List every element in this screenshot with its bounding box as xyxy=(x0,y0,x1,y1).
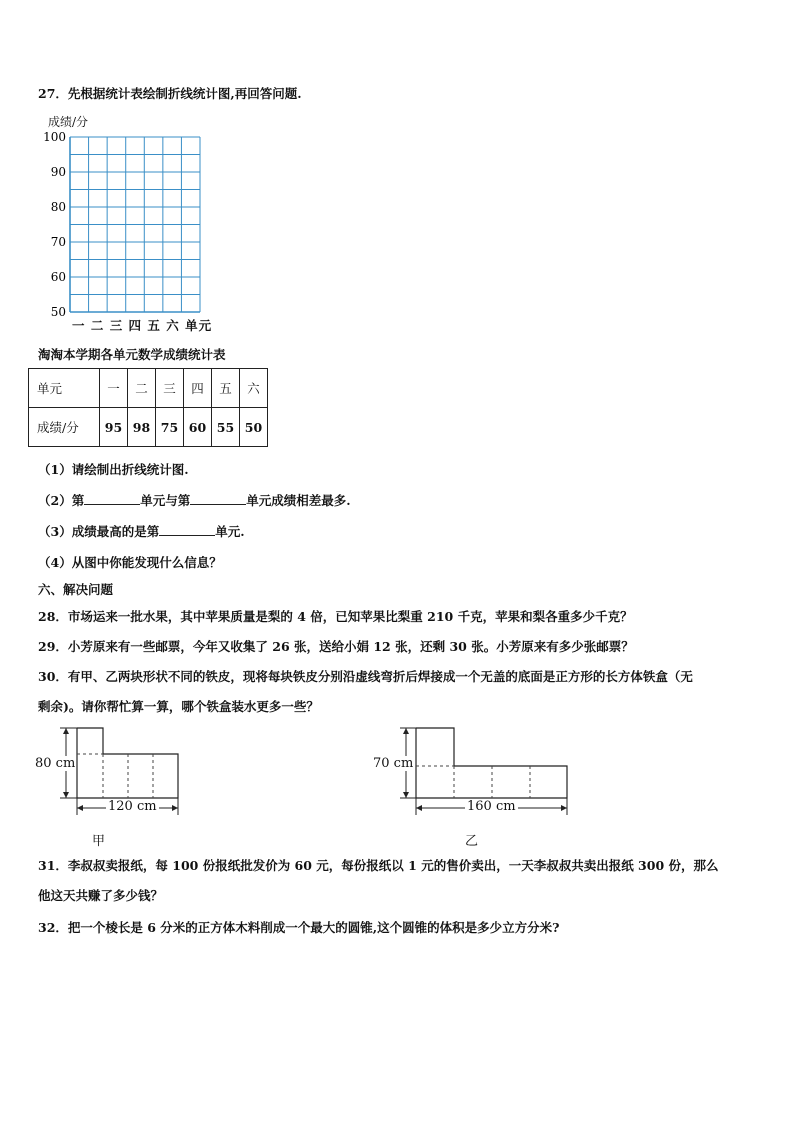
table-cell-unit: 四 xyxy=(184,369,212,408)
table-cell-score: 98 xyxy=(128,408,156,447)
question-30-line-1: 30．有甲、乙两块形状不同的铁皮，现将每块铁皮分别沿虚线弯折后焊接成一个无盖的底面是正方形的长方体铁盒（无 xyxy=(38,669,693,684)
table-row xyxy=(29,408,268,447)
y-tick-label: 100 xyxy=(43,130,66,144)
y-tick-label: 50 xyxy=(50,305,66,319)
sub-question-3 xyxy=(38,522,245,540)
question-31-line-1: 31．李叔叔卖报纸，每 100 份报纸批发价为 60 元，每份报纸以 1 元的售价卖出，一天李叔叔共卖出报纸 300 份，那么 xyxy=(38,858,719,873)
figure-yi xyxy=(370,720,580,850)
table-cell-unit: 五 xyxy=(212,369,240,408)
question-27-title: 27．先根据统计表绘制折线统计图,再回答问题. xyxy=(38,86,302,101)
figure-jia xyxy=(30,720,200,850)
sub-question-3-part-b: 单元. xyxy=(215,524,245,539)
figure-jia-width-label: 120 cm xyxy=(108,799,157,814)
table-cell-score: 60 xyxy=(184,408,212,447)
question-28: 28．市场运来一批水果，其中苹果质量是梨的 4 倍，已知苹果比梨重 210 千克，苹果和梨各重多少千克？ xyxy=(38,609,633,624)
table-cell-score: 50 xyxy=(240,408,268,447)
y-tick-label: 90 xyxy=(50,165,66,179)
sub-question-2-part-c: 单元成绩相差最多. xyxy=(246,493,351,508)
question-31-line-2: 他这天共赚了多少钱？ xyxy=(38,888,164,903)
figure-jia-name: 甲 xyxy=(92,834,106,849)
question-32: 32．把一个棱长是 6 分米的正方体木料削成一个最大的圆锥,这个圆锥的体积是多少立方分米? xyxy=(38,920,560,935)
table-header-score: 成绩/分 xyxy=(29,408,100,447)
sub-question-1: （1）请绘制出折线统计图. xyxy=(38,462,189,477)
table-cell-unit: 三 xyxy=(156,369,184,408)
answer-blank[interactable] xyxy=(159,524,215,536)
y-axis-label: 成绩/分 xyxy=(48,115,89,129)
x-axis-labels: 一 二 三 四 五 六 单元 xyxy=(72,318,213,333)
question-30-line-2: 剩余)。请你帮忙算一算，哪个铁盒装水更多一些？ xyxy=(38,699,319,714)
sub-question-4: （4）从图中你能发现什么信息？ xyxy=(38,555,222,570)
y-tick-label: 80 xyxy=(50,200,66,214)
chart-gridlines xyxy=(70,137,200,312)
y-tick-label: 70 xyxy=(50,235,66,249)
table-caption: 淘淘本学期各单元数学成绩统计表 xyxy=(38,347,226,362)
sub-question-2-part-a: （2）第 xyxy=(38,493,85,508)
section-heading: 六、解决问题 xyxy=(38,582,114,597)
answer-blank[interactable] xyxy=(84,493,140,505)
y-tick-labels xyxy=(43,130,66,319)
table-header-unit: 单元 xyxy=(29,369,100,408)
line-chart xyxy=(40,112,240,332)
figure-jia-height-label: 80 cm xyxy=(35,756,76,771)
score-table xyxy=(28,368,268,447)
table-cell-unit: 一 xyxy=(100,369,128,408)
figure-yi-width-label: 160 cm xyxy=(467,799,516,814)
table-cell-unit: 六 xyxy=(240,369,268,408)
sub-question-2 xyxy=(38,491,351,509)
table-cell-score: 95 xyxy=(100,408,128,447)
y-tick-label: 60 xyxy=(50,270,66,284)
figure-yi-height-label: 70 cm xyxy=(373,756,414,771)
sub-question-3-part-a: （3）成绩最高的是第 xyxy=(38,524,160,539)
table-cell-unit: 二 xyxy=(128,369,156,408)
line-chart-grid xyxy=(40,112,240,332)
table-row xyxy=(29,369,268,408)
question-29: 29．小芳原来有一些邮票，今年又收集了 26 张，送给小娟 12 张，还剩 30 张。小芳原来有多少张邮票？ xyxy=(38,639,634,654)
table-cell-score: 75 xyxy=(156,408,184,447)
figure-yi-name: 乙 xyxy=(465,834,479,849)
answer-blank[interactable] xyxy=(190,493,246,505)
table-cell-score: 55 xyxy=(212,408,240,447)
sub-question-2-part-b: 单元与第 xyxy=(140,493,191,508)
